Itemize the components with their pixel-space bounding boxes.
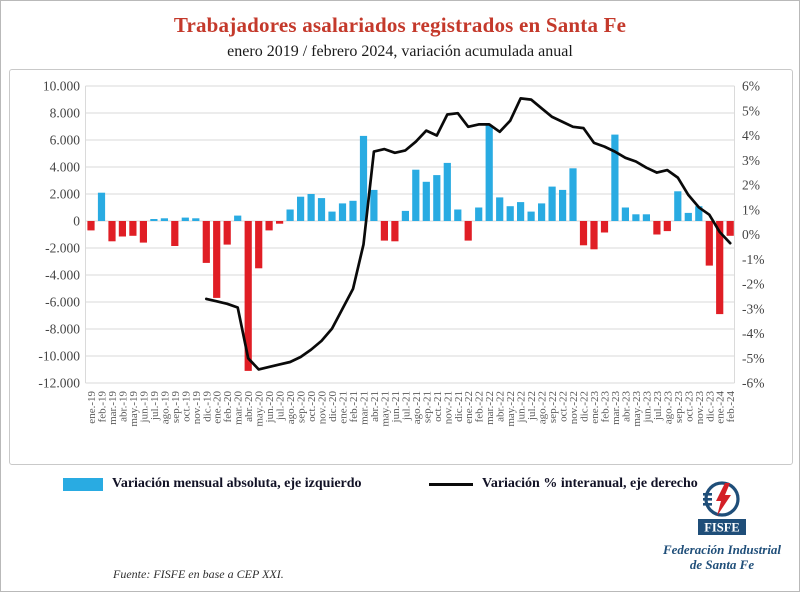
svg-text:abr.-22: abr.-22 xyxy=(494,391,507,422)
black-line-swatch-icon xyxy=(429,483,473,486)
svg-text:abr.-21: abr.-21 xyxy=(368,391,381,422)
svg-text:may.-20: may.-20 xyxy=(253,391,266,427)
logo-name-line1: Federación Industrial xyxy=(662,542,782,557)
svg-text:4.000: 4.000 xyxy=(49,159,80,175)
svg-text:oct.-23: oct.-23 xyxy=(683,391,696,422)
svg-text:nov.-19: nov.-19 xyxy=(190,391,203,425)
svg-text:2%: 2% xyxy=(742,177,760,193)
svg-text:jul.-20: jul.-20 xyxy=(274,391,287,421)
svg-text:ene.-22: ene.-22 xyxy=(463,391,476,424)
svg-text:mar.-20: mar.-20 xyxy=(232,391,245,425)
svg-text:sep.-21: sep.-21 xyxy=(421,391,434,424)
svg-text:-6.000: -6.000 xyxy=(45,294,80,310)
svg-text:feb.-23: feb.-23 xyxy=(599,391,612,423)
svg-text:jul.-22: jul.-22 xyxy=(526,391,539,421)
svg-text:-10.000: -10.000 xyxy=(38,348,80,364)
svg-text:ago.-22: ago.-22 xyxy=(536,391,549,425)
svg-text:ago.-19: ago.-19 xyxy=(159,391,172,425)
svg-text:ene.-23: ene.-23 xyxy=(589,391,601,424)
svg-text:sep.-22: sep.-22 xyxy=(547,391,560,424)
svg-text:feb.-22: feb.-22 xyxy=(473,391,486,423)
svg-text:jul.-23: jul.-23 xyxy=(651,391,664,421)
svg-text:-2%: -2% xyxy=(742,276,765,292)
svg-text:dic.-20: dic.-20 xyxy=(327,391,339,422)
svg-text:mar.-23: mar.-23 xyxy=(609,391,622,425)
svg-text:abr.-23: abr.-23 xyxy=(620,391,633,422)
combo-chart xyxy=(1,1,800,592)
svg-text:3%: 3% xyxy=(742,152,760,168)
svg-text:dic.-19: dic.-19 xyxy=(201,391,214,422)
svg-text:dic.-22: dic.-22 xyxy=(578,391,591,422)
svg-text:ago.-23: ago.-23 xyxy=(662,391,675,425)
svg-text:abr.-20: abr.-20 xyxy=(243,391,256,422)
legend-label-line: Variación % interanual, eje derecho xyxy=(482,476,698,491)
svg-text:abr.-19: abr.-19 xyxy=(117,391,130,422)
svg-text:feb.-20: feb.-20 xyxy=(222,391,235,423)
legend-item-line xyxy=(429,476,698,492)
svg-text:0: 0 xyxy=(73,213,80,229)
svg-text:-8.000: -8.000 xyxy=(45,321,80,337)
fisfe-logo-icon xyxy=(689,477,755,541)
svg-text:dic.-21: dic.-21 xyxy=(452,391,465,422)
svg-text:feb.-19: feb.-19 xyxy=(96,391,109,423)
svg-text:-4.000: -4.000 xyxy=(45,267,80,283)
svg-text:sep.-20: sep.-20 xyxy=(295,391,308,424)
svg-text:10.000: 10.000 xyxy=(42,78,80,94)
svg-text:oct.-21: oct.-21 xyxy=(431,391,444,422)
svg-text:ene.-19: ene.-19 xyxy=(86,391,98,424)
svg-text:may.-22: may.-22 xyxy=(505,391,518,427)
svg-text:-4%: -4% xyxy=(742,326,765,341)
svg-text:8.000: 8.000 xyxy=(49,105,80,121)
svg-text:jun.-21: jun.-21 xyxy=(389,391,402,423)
logo-name-line2: de Santa Fe xyxy=(689,557,755,572)
svg-text:6%: 6% xyxy=(742,78,760,94)
svg-text:jun.-19: jun.-19 xyxy=(138,391,151,423)
svg-text:ene.-21: ene.-21 xyxy=(337,391,350,424)
svg-text:-5%: -5% xyxy=(742,350,765,366)
source-note: Fuente: FISFE en base a CEP XXI. xyxy=(113,567,284,581)
svg-text:-2.000: -2.000 xyxy=(45,240,80,256)
svg-text:ago.-21: ago.-21 xyxy=(410,391,423,425)
svg-text:6.000: 6.000 xyxy=(49,132,80,148)
logo-name xyxy=(641,542,800,572)
svg-text:2.000: 2.000 xyxy=(49,186,80,202)
svg-text:oct.-19: oct.-19 xyxy=(180,391,193,422)
svg-text:jun.-23: jun.-23 xyxy=(641,391,654,423)
svg-text:5%: 5% xyxy=(742,103,760,119)
svg-text:sep.-19: sep.-19 xyxy=(169,391,182,424)
svg-text:ene.-20: ene.-20 xyxy=(211,391,224,424)
svg-text:mar.-19: mar.-19 xyxy=(107,391,119,425)
svg-text:dic.-23: dic.-23 xyxy=(704,391,717,422)
chart-title: Trabajadores asalariados registrados en Santa Fe xyxy=(173,13,627,37)
svg-text:jun.-22: jun.-22 xyxy=(515,391,528,423)
svg-text:may.-23: may.-23 xyxy=(630,391,643,427)
legend-label-bars: Variación mensual absoluta, eje izquierdo xyxy=(112,476,362,491)
svg-text:nov.-20: nov.-20 xyxy=(316,391,329,425)
svg-text:may.-19: may.-19 xyxy=(127,391,140,427)
svg-text:-12.000: -12.000 xyxy=(38,375,80,391)
svg-text:nov.-22: nov.-22 xyxy=(568,391,580,425)
svg-text:oct.-22: oct.-22 xyxy=(557,391,570,422)
svg-text:FISFE: FISFE xyxy=(704,520,740,535)
svg-text:-3%: -3% xyxy=(742,301,765,317)
svg-text:jun.-20: jun.-20 xyxy=(264,391,277,423)
svg-text:nov.-21: nov.-21 xyxy=(442,391,455,425)
svg-text:sep.-23: sep.-23 xyxy=(672,391,685,424)
svg-text:-1%: -1% xyxy=(742,251,765,267)
svg-text:-6%: -6% xyxy=(742,375,765,391)
svg-text:ago.-20: ago.-20 xyxy=(285,391,298,425)
svg-text:4%: 4% xyxy=(742,128,760,143)
svg-text:1%: 1% xyxy=(742,202,760,218)
svg-text:ene.-24: ene.-24 xyxy=(714,391,727,424)
svg-text:mar.-21: mar.-21 xyxy=(358,391,371,425)
svg-text:mar.-22: mar.-22 xyxy=(484,391,497,425)
svg-text:feb.-21: feb.-21 xyxy=(348,391,360,423)
svg-text:jul.-21: jul.-21 xyxy=(400,391,413,421)
svg-text:oct.-20: oct.-20 xyxy=(306,391,319,422)
svg-text:nov.-23: nov.-23 xyxy=(693,391,706,425)
svg-text:feb.-24: feb.-24 xyxy=(725,391,738,423)
svg-text:may.-21: may.-21 xyxy=(379,391,392,427)
legend-item-bars xyxy=(63,476,362,492)
svg-text:jul.-19: jul.-19 xyxy=(148,391,161,421)
chart-subtitle: enero 2019 / febrero 2024, variación acumulada anual xyxy=(227,43,573,60)
blue-bar-swatch-icon xyxy=(63,478,103,491)
svg-text:0%: 0% xyxy=(742,227,760,242)
